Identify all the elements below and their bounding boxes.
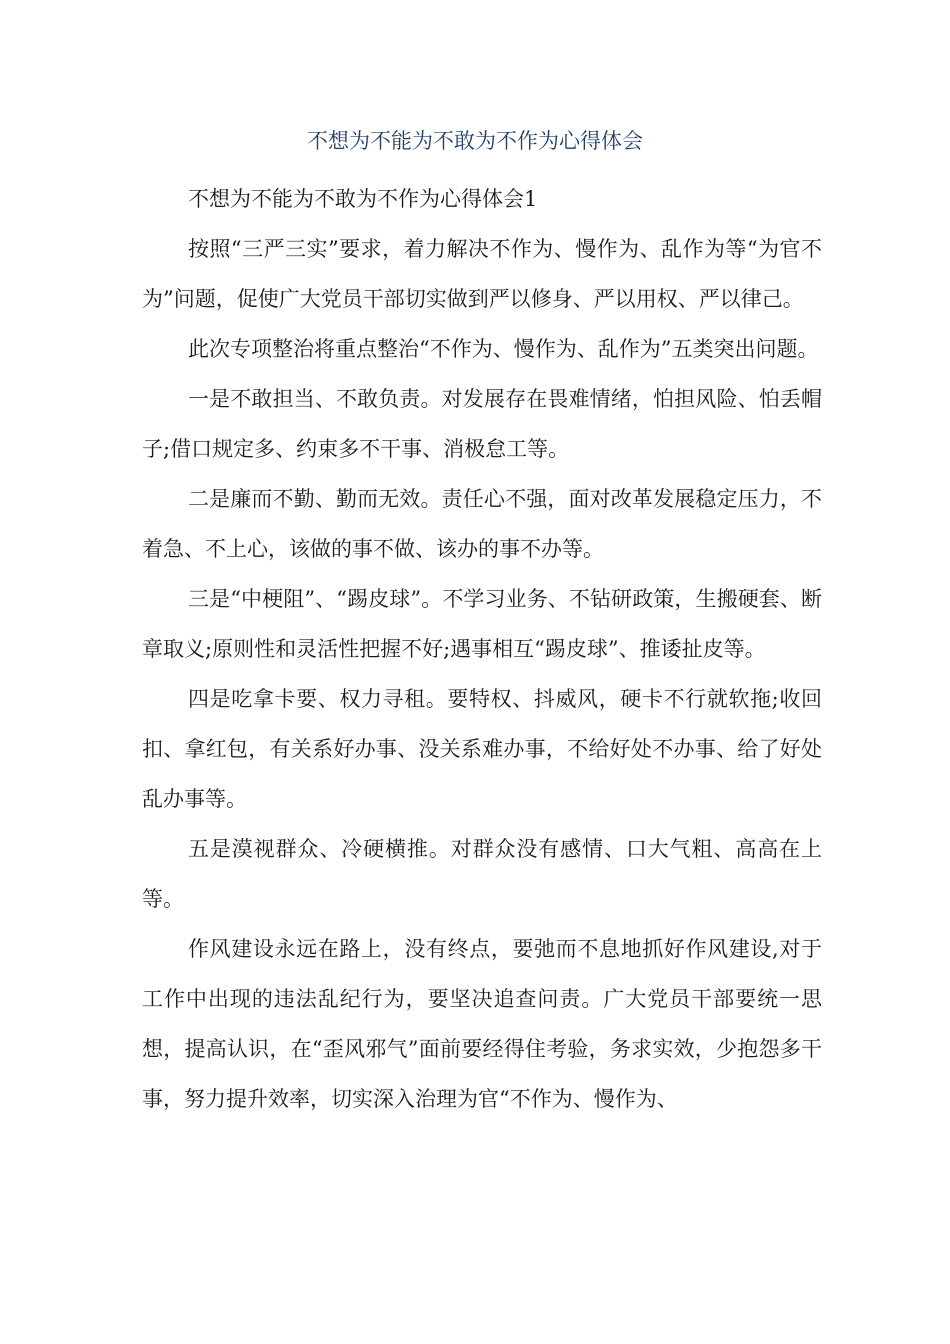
paragraph-3: 一是不敢担当、不敢负责。对发展存在畏难情绪，怕担风险、怕丢帽子;借口规定多、约束多不干事、消极怠工等。 [142,387,822,461]
document-title: 不想为不能为不敢为不作为心得体会 [307,129,643,153]
section-heading: 不想为不能为不敢为不作为心得体会1 [188,187,538,211]
paragraph-6: 四是吃拿卡要、权力寻租。要特权、抖威风，硬卡不行就软拖;收回扣、拿红包，有关系好办事、没关系难办事，不给好处不办事、给了好处乱办事等。 [142,687,822,811]
paragraph-2: 此次专项整治将重点整治“不作为、慢作为、乱作为”五类突出问题。 [188,337,819,361]
document-body [142,174,822,1124]
paragraph-7: 五是漠视群众、冷硬横推。对群众没有感情、口大气粗、高高在上等。 [142,837,822,911]
paragraph-1: 按照“三严三实”要求，着力解决不作为、慢作为、乱作为等“为官不为”问题，促使广大党员干部切实做到严以修身、严以用权、严以律己。 [142,237,822,311]
paragraph-4: 二是廉而不勤、勤而无效。责任心不强，面对改革发展稳定压力，不着急、不上心，该做的事不做、该办的事不办等。 [142,487,822,561]
paragraph-5: 三是“中梗阻”、“踢皮球”。不学习业务、不钻研政策，生搬硬套、断章取义;原则性和灵活性把握不好;遇事相互“踢皮球”、推诿扯皮等。 [142,587,822,661]
paragraph-8: 作风建设永远在路上，没有终点，要弛而不息地抓好作风建设,对于工作中出现的违法乱纪行为，要坚决追查问责。广大党员干部要统一思想，提高认识，在“歪风邪气”面前要经得住考验，务求实效，少抱怨多干事，努力提升效率，切实深入治理为官“不作为、慢作为、 [142,937,822,1111]
